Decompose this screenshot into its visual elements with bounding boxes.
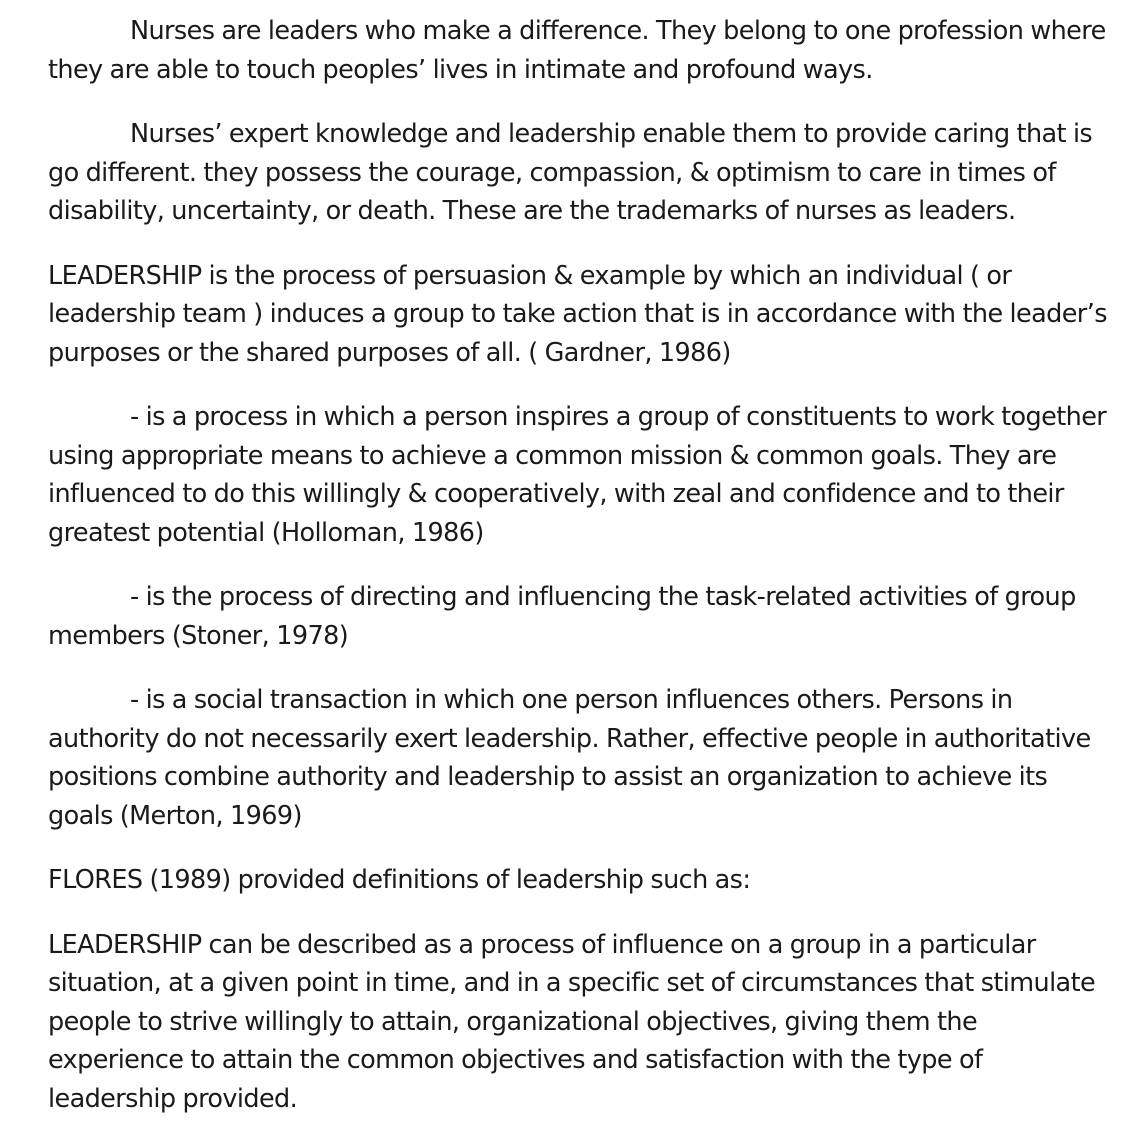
paragraph-leadership-definition-gardner: LEADERSHIP is the process of persuasion & example by which an individual ( or leadership team ) induces a group to take action that is in accordance with the leader’s purposes or the shared purposes of all. ( Gardner, 1986) [48,260,1107,368]
paragraph-flores-intro: FLORES (1989) provided definitions of leadership such as: [48,865,751,895]
paragraph-leadership-definition-holloman: - is a process in which a person inspires a group of constituents to work together using appropriate means to achieve a common mission & common goals. They are influenced to do this willingly & cooperatively, with zeal and confidence and to their greatest potential (Holloman, 1986) [48,402,1107,548]
document-page [48,12,1113,1118]
paragraph-leadership-definition-stoner: - is the process of directing and influencing the task-related activities of group members (Stoner, 1978) [48,582,1076,651]
paragraph-intro: Nurses are leaders who make a difference. They belong to one profession where they are able to touch peoples’ lives in intimate and profound ways. [48,16,1106,85]
paragraph-expert-knowledge: Nurses’ expert knowledge and leadership enable them to provide caring that is go different. they possess the courage, compassion, & optimism to care in times of disability, uncertainty, or death. These are the trademarks of nurses as leaders. [48,119,1093,226]
paragraph-leadership-definition-flores: LEADERSHIP can be described as a process of influence on a group in a particular situation, at a given point in time, and in a specific set of circumstances that stimulate people to strive willingly to attain, organizational objectives, giving them the experience to attain the common objectives and satisfaction with the type of leadership provided. [48,929,1096,1114]
paragraph-leadership-definition-merton: - is a social transaction in which one person influences others. Persons in authority do not necessarily exert leadership. Rather, effective people in authoritative positions combine authority and leadership to assist an organization to achieve its goals (Merton, 1969) [48,685,1091,831]
